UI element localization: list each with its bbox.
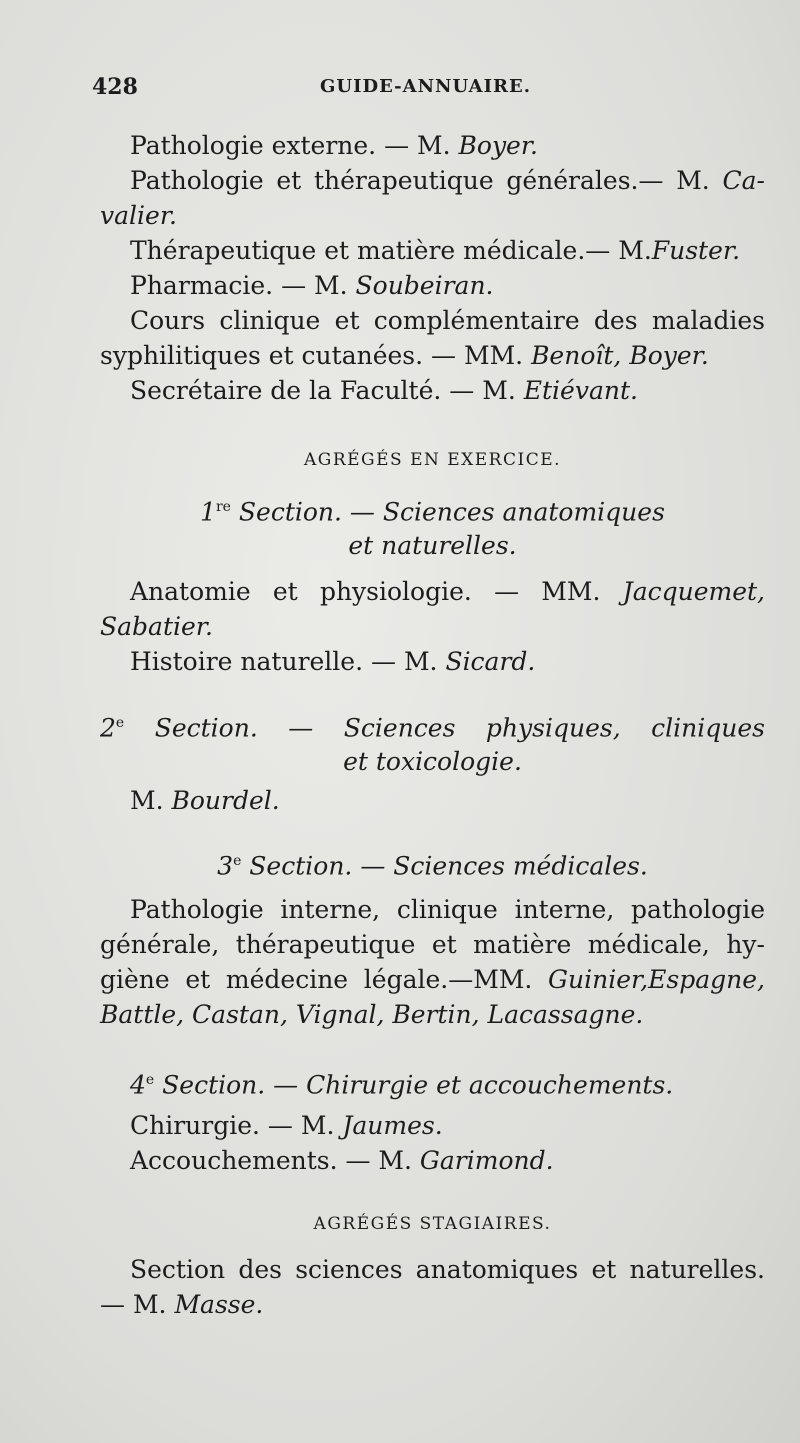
text-line: M. Bourdel.	[130, 786, 280, 815]
running-head: GUIDE-ANNUAIRE.	[320, 76, 531, 97]
text-line: Pathologie interne, clinique interne, pathologie	[130, 895, 765, 924]
text-line: Histoire naturelle. — M. Sicard.	[130, 647, 536, 676]
text-line: Pathologie et thérapeutique générales.— M. Ca-	[130, 166, 765, 195]
text-line: Cours clinique et complémentaire des maladies	[130, 306, 765, 335]
page-header	[92, 74, 760, 104]
text-line: Pathologie externe. — M. Boyer.	[130, 131, 539, 160]
section-heading-2: 2e Section. — Sciences physiques, cliniques et toxicologie.	[100, 713, 765, 777]
text-line: — M. Masse.	[100, 1290, 264, 1319]
text-line: Battle, Castan, Vignal, Bertin, Lacassagne.	[100, 1000, 644, 1029]
text-line: Pharmacie. — M. Soubeiran.	[130, 271, 494, 300]
page-number: 428	[92, 74, 138, 100]
text-line: valier.	[100, 201, 177, 230]
section-heading-4: 4e Section. — Chirurgie et accouchements.	[130, 1070, 674, 1100]
stagiaires-entries	[100, 1252, 765, 1322]
section-3-entries	[100, 892, 765, 1032]
heading-agreges-en-exercice: AGRÉGÉS EN EXERCICE.	[303, 450, 562, 470]
text-line: Anatomie et physiologie. — MM. Jacquemet,	[130, 577, 765, 606]
text-line: Accouchements. — M. Garimond.	[130, 1146, 554, 1175]
section-heading-3: 3e Section. — Sciences médicales.	[217, 851, 648, 881]
text-line: giène et médecine légale.—MM. Guinier,Espagne,	[100, 965, 765, 994]
section-2-entries	[100, 783, 765, 818]
section-4-entries	[100, 1108, 765, 1178]
text-line: Secrétaire de la Faculté. — M. Etiévant.	[130, 376, 638, 405]
heading-agreges-stagiaires: AGRÉGÉS STAGIAIRES.	[313, 1214, 552, 1234]
text-line: syphilitiques et cutanées. — MM. Benoît, Boyer.	[100, 341, 709, 370]
text-line: Chirurgie. — M. Jaumes.	[130, 1111, 443, 1140]
text-line: Thérapeutique et matière médicale.— M.Fuster.	[130, 236, 741, 265]
faculty-list	[100, 128, 765, 408]
text-line: Sabatier.	[100, 612, 213, 641]
text-line: Section des sciences anatomiques et naturelles.	[130, 1255, 765, 1284]
section-heading-1: 1re Section. — Sciences anatomiques et naturelles.	[200, 497, 665, 561]
text-line: générale, thérapeutique et matière médicale, hy-	[100, 930, 765, 959]
section-1-entries	[100, 574, 765, 679]
